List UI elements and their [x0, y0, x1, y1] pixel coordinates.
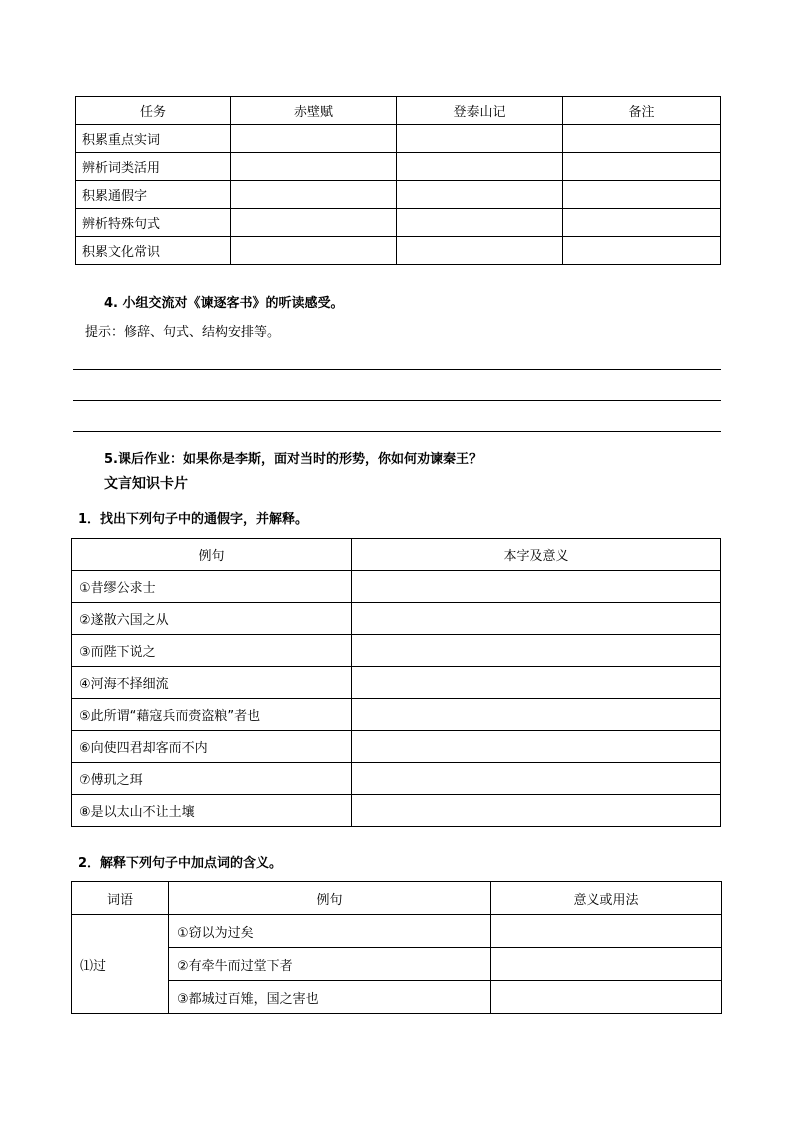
answer-cell[interactable] [231, 153, 397, 181]
table-row [76, 209, 721, 237]
answer-cell[interactable] [491, 915, 722, 948]
table-header-row [72, 539, 721, 571]
table-row [72, 948, 722, 981]
answer-cell[interactable] [563, 153, 721, 181]
table-row [72, 635, 721, 667]
answer-line[interactable] [73, 369, 721, 370]
answer-cell[interactable] [563, 125, 721, 153]
example-sentence: ①窃以为过矣 [169, 915, 491, 948]
word-guo: ⑴过 [72, 915, 169, 1014]
table-row [72, 603, 721, 635]
header-example-sentence: 例句 [72, 539, 352, 571]
word-meaning-table [71, 881, 722, 1014]
answer-cell[interactable] [563, 237, 721, 265]
table-row [72, 667, 721, 699]
table-row [76, 181, 721, 209]
table-row [76, 153, 721, 181]
row-label: 辨析词类活用 [76, 153, 231, 181]
header-task: 任务 [76, 97, 231, 125]
header-meaning-usage: 意义或用法 [491, 882, 722, 915]
answer-cell[interactable] [397, 125, 563, 153]
example-sentence: ⑥向使四君却客而不内 [72, 731, 352, 763]
answer-cell[interactable] [397, 153, 563, 181]
header-example-sentence: 例句 [169, 882, 491, 915]
table-row [72, 763, 721, 795]
table-row [72, 915, 722, 948]
question-4-hint: 提示：修辞、句式、结构安排等。 [85, 325, 281, 340]
header-original-meaning: 本字及意义 [352, 539, 721, 571]
knowledge-card-title: 文言知识卡片 [104, 476, 188, 492]
example-sentence: ④河海不择细流 [72, 667, 352, 699]
answer-cell[interactable] [231, 181, 397, 209]
answer-cell[interactable] [491, 948, 722, 981]
answer-cell[interactable] [397, 237, 563, 265]
answer-cell[interactable] [563, 209, 721, 237]
example-sentence: ①昔缪公求士 [72, 571, 352, 603]
table-row [72, 699, 721, 731]
answer-cell[interactable] [397, 181, 563, 209]
header-dengtaishanji: 登泰山记 [397, 97, 563, 125]
table-row [72, 981, 722, 1014]
example-sentence: ②遂散六国之从 [72, 603, 352, 635]
answer-cell[interactable] [491, 981, 722, 1014]
answer-cell[interactable] [231, 209, 397, 237]
answer-cell[interactable] [352, 571, 721, 603]
example-sentence: ②有牵牛而过堂下者 [169, 948, 491, 981]
row-label: 积累文化常识 [76, 237, 231, 265]
row-label: 积累通假字 [76, 181, 231, 209]
answer-cell[interactable] [352, 667, 721, 699]
answer-line[interactable] [73, 431, 721, 432]
answer-cell[interactable] [563, 181, 721, 209]
tongjiazi-table [71, 538, 721, 827]
row-label: 积累重点实词 [76, 125, 231, 153]
answer-cell[interactable] [352, 731, 721, 763]
section-2-title: 2．解释下列句子中加点词的含义。 [78, 856, 283, 871]
example-sentence: ③而陛下说之 [72, 635, 352, 667]
answer-cell[interactable] [352, 763, 721, 795]
answer-cell[interactable] [352, 635, 721, 667]
table-header-row [76, 97, 721, 125]
table-row [72, 795, 721, 827]
answer-cell[interactable] [352, 699, 721, 731]
answer-cell[interactable] [231, 125, 397, 153]
answer-cell[interactable] [397, 209, 563, 237]
question-5-title: 5.课后作业：如果你是李斯，面对当时的形势，你如何劝谏秦王？ [104, 452, 482, 467]
header-notes: 备注 [563, 97, 721, 125]
answer-cell[interactable] [352, 603, 721, 635]
table-row [76, 237, 721, 265]
row-label: 辨析特殊句式 [76, 209, 231, 237]
section-1-title: 1．找出下列句子中的通假字，并解释。 [78, 512, 309, 527]
answer-cell[interactable] [231, 237, 397, 265]
task-table [75, 96, 721, 265]
example-sentence: ⑧是以太山不让土壤 [72, 795, 352, 827]
question-4-title: 4. 小组交流对《谏逐客书》的听读感受。 [104, 296, 344, 311]
table-row [76, 125, 721, 153]
table-row [72, 571, 721, 603]
answer-cell[interactable] [352, 795, 721, 827]
example-sentence: ③都城过百雉，国之害也 [169, 981, 491, 1014]
answer-line[interactable] [73, 400, 721, 401]
table-row [72, 731, 721, 763]
table-header-row [72, 882, 722, 915]
example-sentence: ⑤此所谓“藉寇兵而赍盗粮”者也 [72, 699, 352, 731]
example-sentence: ⑦傅玑之珥 [72, 763, 352, 795]
header-word: 词语 [72, 882, 169, 915]
header-chibifu: 赤壁赋 [231, 97, 397, 125]
